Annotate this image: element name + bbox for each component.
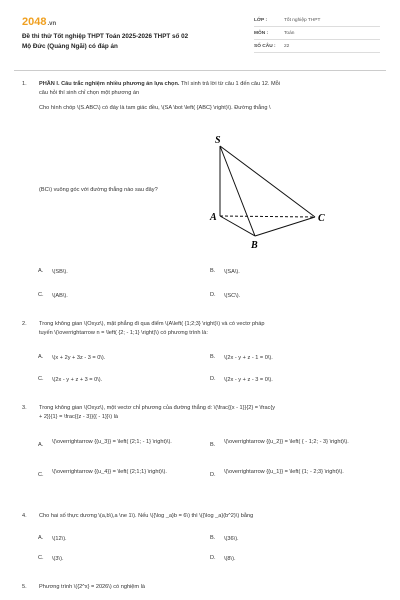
option-label: B. [210,442,216,448]
question-text: Trong không gian \(Oxyz\), một vectơ chỉ phương của đường thẳng d: \(\frac{{x - 1}}{2} = \frac{y [39,405,276,411]
section-instruction-1: Thí sinh trả lời từ câu 1 đến câu 12. Mỗi [179,81,281,87]
option-text: \(2x - y + z + 3 = 0\). [52,377,103,383]
question-number: 5. [22,584,27,590]
question-text: + 2}}{1} = \frac{{z - 3}}{{ - 1}}\) là [39,413,119,420]
question-text: Cho hai số thực dương \(a,b\),a \ne 1\). Nếu \({\log _a}b = 6\) thì \({\log _a}(b^2)\) bằng [39,513,254,519]
meta-value: Toán [284,30,295,36]
meta-row-count [254,40,380,53]
meta-value: Tốt nghiệp THPT [284,17,321,23]
answer-option-d[interactable] [210,292,364,301]
option-label: C. [38,555,44,561]
option-text: \(SA\). [224,269,240,275]
option-label: D. [210,472,216,478]
answer-option-d[interactable] [210,555,364,564]
meta-row-class [254,14,380,27]
edge-ac-hidden [220,216,315,217]
question-number: 2. [22,321,27,327]
option-label: A. [38,442,44,448]
option-label: A. [38,268,44,274]
option-text: \(3\). [52,556,64,562]
option-text: \(8\). [224,556,236,562]
option-label: D. [210,555,216,561]
meta-key: LỚP : [254,17,268,23]
answer-option-c[interactable] [38,292,192,301]
option-label: C. [38,376,44,382]
question-3 [22,404,379,421]
exam-title [22,32,237,52]
header-divider [14,70,386,71]
section-instruction-2: câu hỏi thí sinh chỉ chọn một phương án [39,89,140,96]
option-text: \(12\). [52,536,67,542]
answer-option-c[interactable] [38,555,192,564]
option-text: \(x + 2y + 3z - 3 = 0\). [52,355,106,361]
option-text: \(36\). [224,536,239,542]
logo-text: 2048 [22,16,47,28]
question-text: Cho hình chóp \(S.ABC\) có đáy là tam giác đều, \(SA \bot \left( {ABC} \right)\). Đường thẳng \ [39,105,271,112]
answer-option-a[interactable] [38,438,192,448]
option-text: \(\overrightarrow {{u_1}} = \left( {1; - 2;3} \right)\). [224,469,344,475]
option-label: B. [210,268,216,274]
question-2 [22,320,379,337]
answer-option-d[interactable] [210,468,364,478]
question-4 [22,512,379,521]
pyramid-figure [205,134,335,257]
section-title: PHẦN I. Câu trắc nghiệm nhiều phương án lựa chọn. [39,81,180,87]
option-text: \(SB\). [52,269,68,275]
answer-option-a[interactable] [38,535,192,544]
question-text: Trong không gian \(Oxyz\), mặt phẳng đi qua điểm \(A\left( {1;2;3} \right)\) và có vectơ pháp [39,321,265,327]
vertex-label-s: S [215,135,221,146]
answer-option-a[interactable] [38,354,192,363]
logo-suffix: .vn [47,21,57,27]
question-1-continuation [22,186,379,195]
option-label: C. [38,292,44,298]
question-number: 1. [22,81,27,87]
option-label: C. [38,472,44,478]
question-5 [22,583,379,592]
answer-option-d[interactable] [210,376,364,385]
meta-value: 22 [284,43,290,49]
answer-option-a[interactable] [38,268,192,277]
exam-title-line-1: Đề thi thử Tốt nghiệp THPT Toán 2025-2026 THPT số 02 [22,33,189,40]
option-label: A. [38,354,44,360]
section-instruction [39,80,379,89]
answer-option-b[interactable] [210,438,364,448]
vertex-label-c: C [318,213,325,224]
option-label: A. [38,535,44,541]
option-label: D. [210,376,216,382]
question-1 [22,80,379,113]
exam-title-line-2: Mộ Đức (Quảng Ngãi) có đáp án [22,43,118,50]
question-text: (BC\) vuông góc với đường thẳng nào sau đây? [39,187,158,193]
option-text: \(\overrightarrow {{u_2}} = \left( { - 1;2; - 3} \right)\). [224,439,349,445]
option-label: B. [210,535,216,541]
vertex-label-b: B [251,240,258,251]
edge-ab [220,216,255,236]
answer-option-b[interactable] [210,268,364,277]
option-text: \(\overrightarrow {{u_3}} = \left( {2;1; - 1} \right)\). [52,439,172,445]
question-text: Phương trình \({2^x} = 2026\) có nghiệm là [39,584,145,590]
option-label: B. [210,354,216,360]
question-text: tuyến \(\overrightarrow n = \left( {2; - 1;1} \right)\) có phương trình là: [39,329,208,336]
site-logo[interactable] [22,16,56,28]
exam-meta-table [254,14,380,53]
option-text: \(2x - y + z - 1 = 0\). [224,355,273,361]
meta-key: MÔN : [254,30,269,36]
question-number: 4. [22,513,27,519]
vertex-label-a: A [210,212,217,223]
answer-option-c[interactable] [38,376,192,385]
edge-bc [255,217,315,236]
answer-option-b[interactable] [210,535,364,544]
option-text: \(AB\). [52,293,68,299]
meta-row-subject [254,27,380,40]
meta-key: SỐ CÂU : [254,43,276,49]
answer-option-c[interactable] [38,468,192,478]
answer-option-b[interactable] [210,354,364,363]
option-text: \(2x - y + z - 3 = 0\). [224,377,273,383]
option-label: D. [210,292,216,298]
option-text: \(\overrightarrow {{u_4}} = \left( {2;1;1} \right)\). [52,469,167,475]
question-number: 3. [22,405,27,411]
option-text: \(SC\). [224,293,241,299]
